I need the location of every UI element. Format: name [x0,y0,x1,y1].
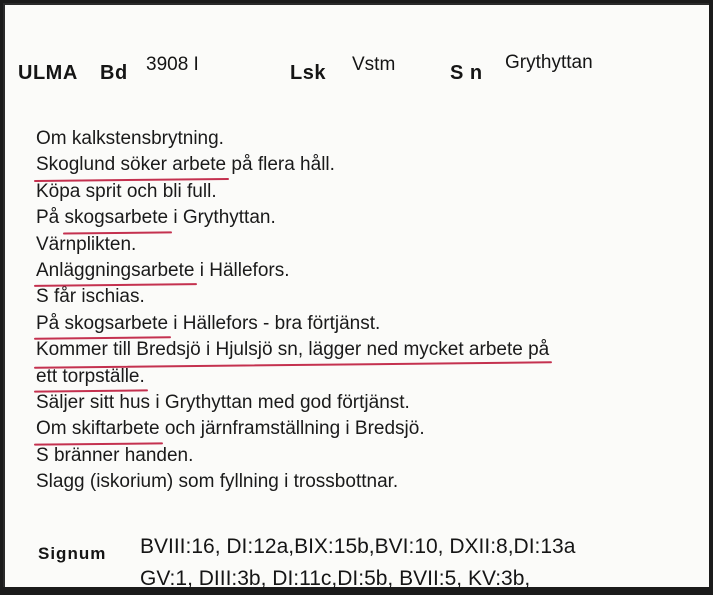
line-text: Värnplikten. [36,233,137,255]
sn-value: Grythyttan [505,52,593,73]
content-line [36,337,549,363]
content-line [36,179,549,205]
signum-label: Signum [38,544,107,563]
line-text: Slagg (iskorium) som fyllning i trossbottnar. [36,471,399,493]
bd-value: 3908 I [146,54,199,75]
content-line [36,126,549,152]
line-text: Köpa sprit och bli full. [36,180,217,202]
content-line [36,232,549,258]
line-text: På [36,207,65,229]
underlined-text: skogsarbete [65,205,169,231]
lsk-value: Vstm [352,54,396,75]
line-text-after: och järnframställning i Bredsjö. [159,418,425,440]
line-text: S bränner handen. [36,444,194,466]
line-text-after: i Hällefors. [194,260,290,282]
underlined-text: ett torpställe. [36,364,145,390]
line-text: Säljer sitt hus i Grythyttan med god förtjänst. [36,392,410,414]
content-line [36,443,549,469]
content-lines [36,126,549,496]
sn-label: S n [450,62,483,84]
content-line [36,284,549,310]
archive-card [3,3,709,590]
line-text-after: på flera håll. [226,154,335,176]
bd-label: Bd [100,62,128,84]
content-line [36,364,549,390]
underlined-text: På skogsarbete [36,311,168,337]
signum-line-2: GV:1, DIII:3b, DI:11c,DI:5b, BVII:5, KV:3b, [140,567,531,590]
underlined-text: Skoglund söker arbete [36,152,226,178]
line-text-after: i Hällefors - bra förtjänst. [168,312,381,334]
underlined-text: Om skiftarbete [36,416,160,442]
content-line [36,152,549,178]
content-line [36,205,549,231]
signum-line-1: BVIII:16, DI:12a,BIX:15b,BVI:10, DXII:8,DI:13a [140,535,576,558]
content-line [36,311,549,337]
signum-codes [140,531,575,595]
underlined-text: Kommer till Bredsjö i Hjulsjö sn, lägger ned mycket arbete på [36,337,549,363]
line-text: Om kalkstensbrytning. [36,128,224,149]
content-line [36,416,549,442]
content-line [36,390,549,416]
underlined-text: Anläggningsarbete [36,258,194,284]
line-text: S får ischias. [36,286,145,308]
content-line [36,469,549,495]
line-text-after: i Grythyttan. [168,207,276,229]
lsk-label: Lsk [290,62,326,84]
archive-name: ULMA [18,62,78,84]
content-line [36,258,549,284]
